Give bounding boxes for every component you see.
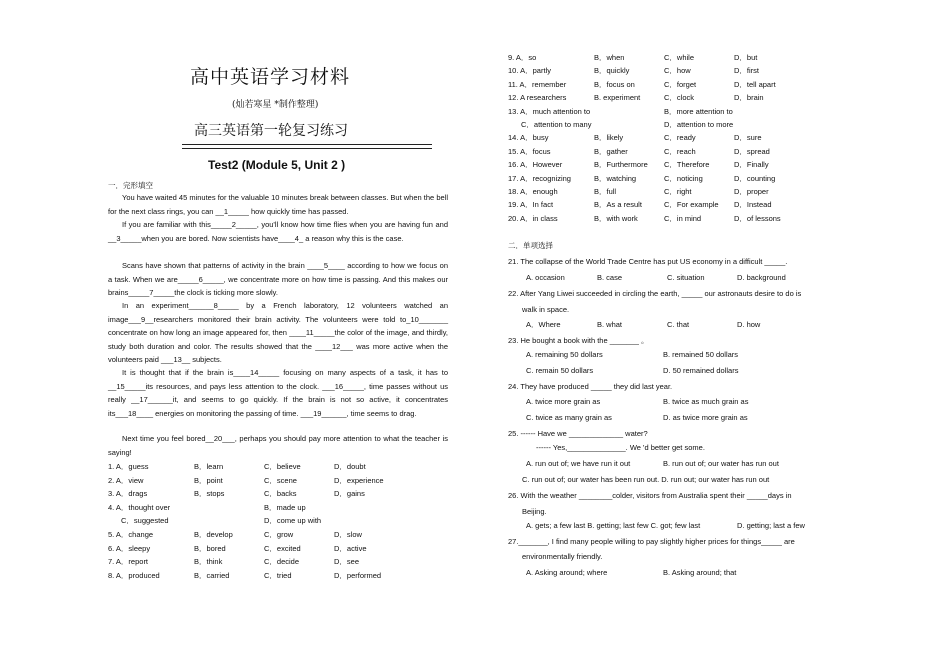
answer-choices	[526, 271, 846, 284]
question-text: C. run out of; our water has been run out. D. run out; our water has run out	[522, 475, 770, 484]
option-choice: 20. A．in class	[508, 213, 558, 223]
option-choice: C．right	[664, 187, 692, 196]
option-row	[108, 542, 448, 555]
option-choice: 6. A．sleepy	[108, 543, 151, 553]
answer-choice: A．Where	[526, 320, 561, 329]
answer-choice: C. remain 50 dollars	[526, 366, 594, 375]
option-choice: C．suggested	[121, 516, 169, 526]
option-choice: D．Finally	[734, 160, 769, 170]
option-choice: 19. A．In fact	[508, 200, 554, 210]
question-text: 23. He bought a book with the _______ 。	[508, 336, 649, 345]
option-choice: B. experiment	[594, 93, 641, 103]
option-choice: 15. A．focus	[508, 146, 551, 156]
option-row	[108, 555, 448, 568]
option-choice: B．full	[594, 187, 617, 196]
answer-choice: A. twice more grain as	[526, 397, 601, 406]
answer-choices	[526, 411, 846, 424]
option-choice: 11. A．remember	[508, 79, 567, 89]
answer-choices	[526, 395, 846, 408]
answer-choice: A. Asking around; where	[526, 568, 608, 577]
option-choice: 3. A．drags	[108, 489, 148, 499]
answer-choices	[526, 364, 846, 377]
option-choice: D．gains	[334, 489, 365, 499]
answer-choices	[526, 318, 846, 331]
answer-choice: C. twice as many grain as	[526, 413, 612, 422]
option-choice: C．reach	[664, 146, 696, 156]
option-choice: C．grow	[264, 530, 294, 539]
answer-choice: D. how	[737, 320, 761, 329]
option-choice: C．how	[664, 66, 691, 76]
option-choice: D．active	[334, 543, 367, 553]
option-choice: C．noticing	[664, 173, 703, 183]
answer-choice: D. getting; last a few	[737, 521, 805, 530]
option-choice: C．decide	[264, 557, 300, 567]
option-row	[108, 569, 448, 582]
option-choice: B．gather	[594, 146, 628, 156]
option-choice: C．Therefore	[664, 160, 710, 170]
option-choice: B．As a result	[594, 200, 642, 210]
option-choice: B．carried	[194, 570, 230, 580]
answer-choice: B. case	[597, 273, 623, 282]
cloze-paragraph: Scans have shown that patterns of activity in the brain ____5____ according to how we focus on a task. When we are_____6_____, we concentrate more on how time is passing. And this makes our brains_____7_____the clock is ticking more slowly.	[108, 261, 448, 297]
answer-choice: A. remaining 50 dollars	[526, 350, 603, 359]
answer-choice: D. as twice more grain as	[663, 413, 748, 422]
cloze-paragraph: Next time you feel bored__20___, perhaps you should pay more attention to what the teacher is saying!	[108, 434, 448, 457]
answer-choice: D. 50 remained dollars	[663, 366, 739, 375]
option-choice: D．Instead	[734, 200, 772, 210]
option-choice: D．proper	[734, 187, 769, 196]
question-text: 21. The collapse of the World Trade Centre has put US economy in a difficult _____.	[508, 257, 788, 266]
option-row	[108, 460, 448, 473]
option-choice: 14. A．busy	[508, 133, 549, 143]
option-choice: C．For example	[664, 200, 719, 210]
cloze-paragraph: In an experiment______8_____ by a French laboratory, 12 volunteers watched an image___9__researchers monitored their brain activity. The volunteers were told to_10_______ concentrate on how long an image appeared for, then ____11_____the color of the image, and thirdly, study both duration and color. The results showed that the ____12___ was more active when the volunteers paid ___13__ subjects.	[108, 301, 448, 364]
option-choice: C．excited	[264, 543, 301, 553]
option-choice: B．develop	[194, 530, 233, 539]
cloze-paragraph: If you are familiar with this_____2_____, you'll know how time flies when you are having fun and __3_____when you are bored. Now scientists have____4_ a reason why this is the case.	[108, 220, 448, 243]
option-row	[508, 212, 848, 225]
option-choice: D．first	[734, 66, 759, 76]
option-choice: 4. A．thought over	[108, 502, 171, 512]
option-choice: 8. A．produced	[108, 570, 160, 580]
option-choice: B．with work	[594, 213, 638, 223]
option-choice: 18. A．enough	[508, 187, 558, 196]
answer-choice: A. occasion	[526, 273, 565, 282]
option-choice: C．ready	[664, 133, 696, 143]
title-rule-bottom	[182, 148, 432, 149]
option-choice: B．think	[194, 557, 223, 567]
option-choice: 5. A．change	[108, 530, 154, 539]
exercise-title: 高三英语第一轮复习练习	[194, 123, 348, 139]
answer-choices	[526, 519, 846, 532]
option-choice: B．quickly	[594, 66, 630, 76]
option-choice: D．brain	[734, 93, 764, 103]
question-text: ------ Yes,______________. We 'd better get some.	[536, 443, 705, 452]
option-choice: C．tried	[264, 570, 292, 580]
question-text: 26. With the weather ________colder, visitors from Australia spent their _____days in	[508, 491, 792, 500]
option-choice: C．in mind	[664, 213, 702, 223]
option-choice: D．counting	[734, 173, 776, 183]
answer-choice: A. run out of; we have run it out	[526, 459, 631, 468]
answer-choices	[526, 348, 846, 361]
option-choice: 10. A．partly	[508, 66, 551, 76]
option-choice: D．tell apart	[734, 79, 776, 89]
option-choice: 7. A．report	[108, 557, 149, 567]
option-choice: 16. A．However	[508, 160, 563, 170]
option-choice: D．doubt	[334, 462, 366, 471]
option-choice: B．stops	[194, 489, 225, 499]
question-text: 22. After Yang Liwei succeeded in circling the earth, _____ our astronauts desire to do is	[508, 289, 802, 298]
option-choice: B．bored	[194, 543, 226, 553]
question-text: 25. ------ Have we _____________ water?	[508, 429, 648, 438]
option-row	[508, 158, 848, 171]
material-title: 高中英语学习材料	[190, 66, 351, 88]
option-row	[508, 91, 848, 104]
option-choice: D．attention to more	[664, 120, 734, 129]
answer-choice: B. run out of; our water has run out	[663, 459, 779, 468]
option-row	[508, 131, 848, 144]
cloze-paragraph: You have waited 45 minutes for the valuable 10 minutes break between classes. But when the bell for the next class rings, you can __1_____ how quickly time has passed.	[108, 193, 448, 216]
option-choice: D．sure	[734, 133, 762, 143]
option-choice: B．when	[594, 53, 625, 62]
test-title: Test2 (Module 5, Unit 2 )	[208, 158, 346, 172]
option-row	[108, 528, 448, 541]
option-choice: D．but	[734, 53, 758, 62]
option-choice: C．backs	[264, 489, 297, 499]
answer-choice: C. that	[667, 320, 690, 329]
option-choice: B．likely	[594, 133, 624, 143]
answer-choice: B. twice as much grain as	[663, 397, 749, 406]
option-row	[508, 145, 848, 158]
cloze-heading: 一．完形填空	[108, 181, 153, 190]
option-choice: D．performed	[334, 570, 382, 580]
question-text: 24. They have produced _____ they did last year.	[508, 382, 673, 391]
option-choice: B．point	[194, 475, 223, 485]
option-row	[108, 474, 448, 487]
answer-choice: A. gets; a few last B. getting; last few C. got; few last	[526, 521, 701, 530]
option-choice: B．made up	[264, 502, 306, 512]
option-choice: B．more attention to	[664, 106, 733, 116]
option-choice: D．see	[334, 557, 360, 567]
option-choice: D．slow	[334, 530, 362, 539]
question-text: Beijing.	[522, 507, 547, 516]
question-text: 27._______, I find many people willing to pay slightly higher prices for things_____ are	[508, 537, 795, 546]
option-choice: C．while	[664, 53, 695, 62]
option-choice: B．Furthermore	[594, 160, 648, 170]
option-choice: C．scene	[264, 475, 297, 485]
answer-choice: B. remained 50 dollars	[663, 350, 739, 359]
option-choice: 1. A．guess	[108, 462, 149, 471]
compiler-note: (灿若寒星 *制作整理)	[232, 100, 319, 110]
option-row	[508, 185, 848, 198]
option-choice: C．forget	[664, 79, 697, 89]
option-row	[508, 105, 848, 118]
option-choice: D．spread	[734, 146, 770, 156]
option-choice: 2. A．view	[108, 475, 144, 485]
option-row	[108, 514, 448, 527]
option-choice: 17. A．recognizing	[508, 173, 571, 183]
option-row	[108, 501, 448, 514]
option-choice: D．of lessons	[734, 213, 781, 223]
title-rule-top	[182, 144, 432, 145]
answer-choices	[526, 457, 846, 470]
answer-choice: B. Asking around; that	[663, 568, 737, 577]
option-row	[108, 487, 448, 500]
answer-choices	[526, 566, 846, 579]
option-choice: D．come up with	[264, 516, 322, 526]
option-choice: 9. A．so	[508, 53, 537, 62]
option-choice: B．learn	[194, 462, 224, 471]
answer-choice: D. background	[737, 273, 786, 282]
single-choice-heading: 二．单项选择	[508, 241, 553, 250]
option-row	[508, 78, 848, 91]
option-row	[508, 118, 848, 131]
option-choice: B．focus on	[594, 79, 635, 89]
option-row	[508, 198, 848, 211]
option-choice: B．watching	[594, 173, 637, 183]
option-row	[508, 51, 848, 64]
option-choice: C．believe	[264, 462, 301, 471]
option-choice: C．clock	[664, 93, 695, 103]
option-choice: 12. A researchers	[508, 93, 567, 103]
option-choice: C．attention to many	[521, 120, 592, 129]
answer-choice: B. what	[597, 320, 623, 329]
option-row	[508, 64, 848, 77]
option-row	[508, 172, 848, 185]
option-choice: 13. A．much attention to	[508, 106, 591, 116]
option-choice: D．experience	[334, 475, 384, 485]
question-text: environmentally friendly.	[522, 552, 603, 561]
answer-choice: C. situation	[667, 273, 705, 282]
question-text: walk in space.	[522, 305, 570, 314]
cloze-paragraph: It is thought that if the brain is____14_____ focusing on many aspects of a task, it has to __15_____its resources, and pays less attention to the clock. ___16_____, time passes without us really __17______it, and seems to go quickly. If the brain is not so active, it concentrates its___18____ energies on monitoring the passing of time. ___19______, time seems to drag.	[108, 368, 448, 418]
